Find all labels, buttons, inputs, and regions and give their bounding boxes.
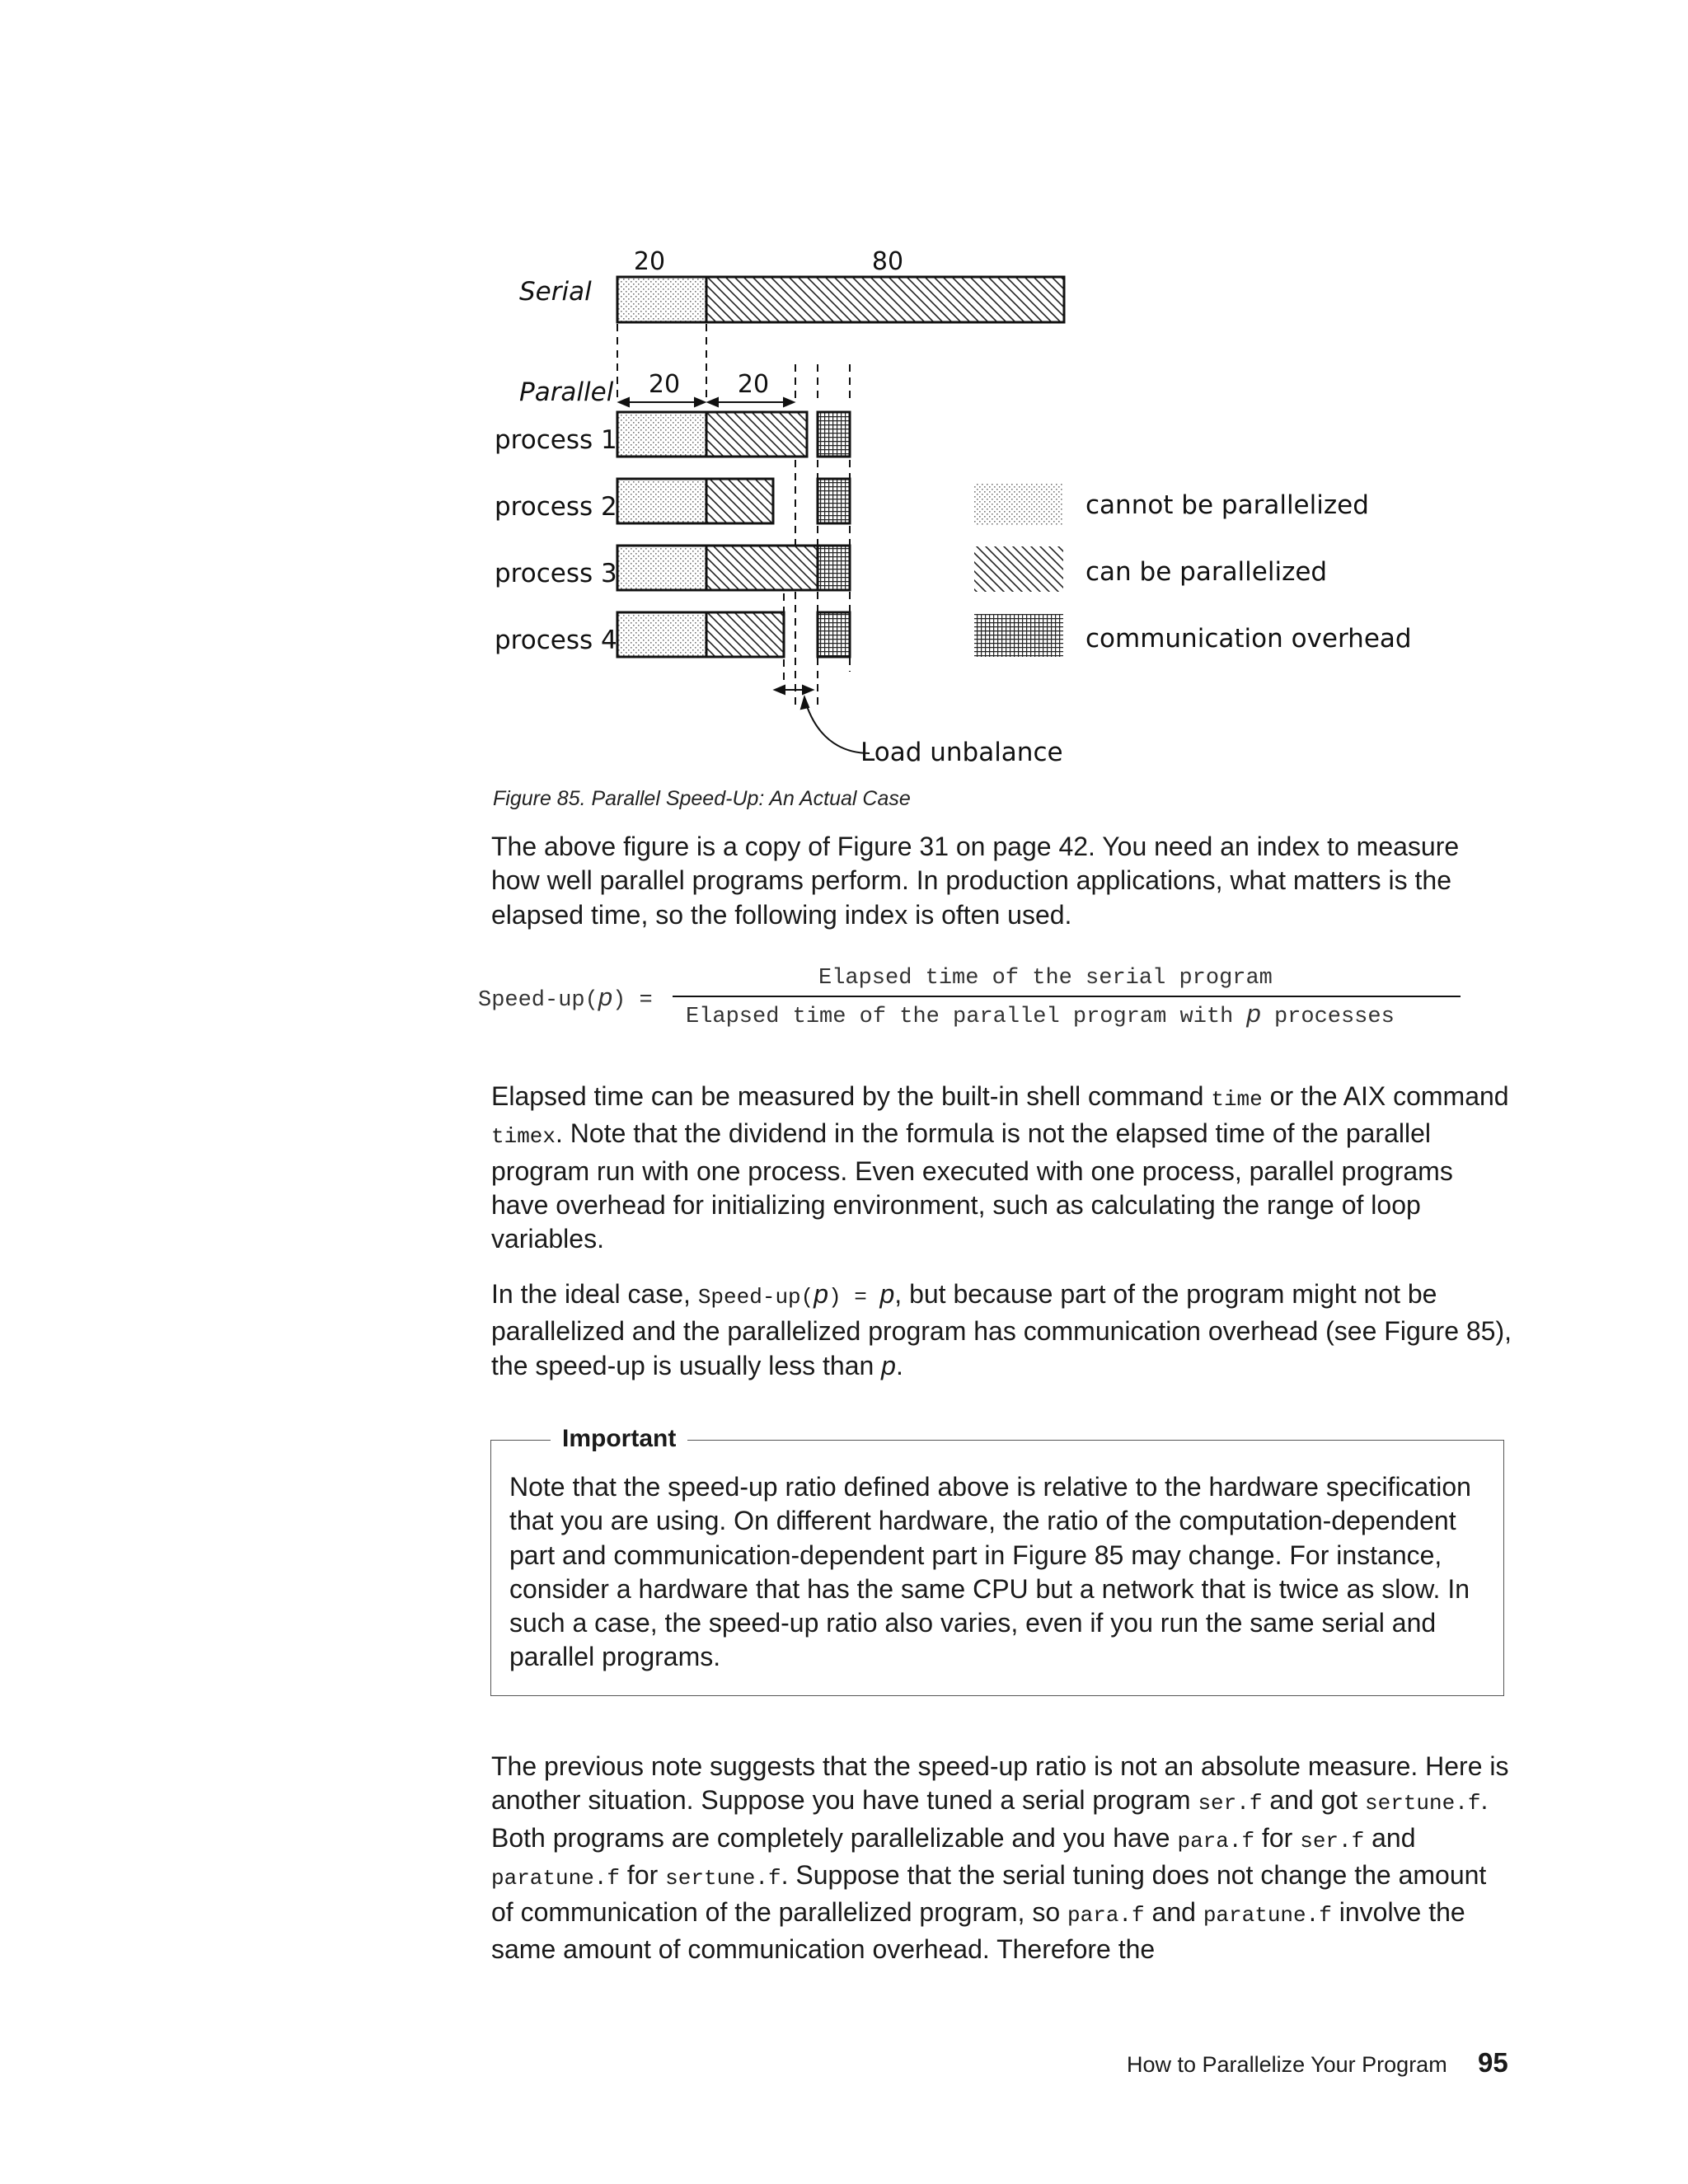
- process-2-parallel: [706, 479, 773, 523]
- parallel-speedup-figure: [462, 231, 1451, 791]
- process-1-communication: [818, 412, 850, 457]
- footer-chapter-title: How to Parallelize Your Program: [1127, 2052, 1447, 2077]
- legend-swatch-nonparallel: [974, 484, 1063, 525]
- serial-label: Serial: [519, 277, 592, 307]
- process-2-nonparallel: [617, 479, 706, 523]
- process-4-parallel: [706, 612, 784, 657]
- speedup-formula: [478, 966, 1467, 1032]
- serial-bar-parallel: [706, 277, 1064, 322]
- serial-value-2: 80: [871, 247, 904, 276]
- process-1-label: process 1: [495, 425, 617, 455]
- legend-label-parallel: can be parallelized: [1085, 557, 1328, 587]
- legend-swatch-parallel: [974, 546, 1063, 592]
- figure-caption: Figure 85. Parallel Speed-Up: An Actual Case: [493, 787, 911, 810]
- process-2-label: process 2: [495, 492, 617, 522]
- formula-lhs: Speed-up(p) =: [478, 982, 653, 1013]
- formula-denominator: Elapsed time of the parallel program with p processes: [686, 999, 1395, 1029]
- process-3-nonparallel: [617, 546, 706, 590]
- process-4-communication: [818, 612, 850, 657]
- process-4-nonparallel: [617, 612, 706, 657]
- paragraph-4: The previous note suggests that the speed-up ratio is not an absolute measure. Here is another situation. Suppose you have tuned a serial program ser.f and got sertune.f. Both programs are completely parallelizable and you have para.f for ser.f and paratune.f for sertune.f. Suppose that the serial tuning does not change the amount of communication of the parallelized program, so para.f and paratune.f involve the same amount of communication overhead. Therefore the: [491, 1751, 1509, 1965]
- formula-fraction-bar: [673, 996, 1461, 997]
- legend-label-nonparallel: cannot be parallelized: [1085, 490, 1369, 520]
- legend-label-communication: communication overhead: [1085, 624, 1412, 654]
- process-3-communication: [818, 546, 850, 590]
- paragraph-2: Elapsed time can be measured by the built-in shell command time or the AIX command timex. Note that the dividend in the formula is not the elapsed time of the parallel program run with one process. Even executed with one process, parallel programs have overhead for initializing environment, such as calculating the range of loop variables.: [491, 1081, 1509, 1254]
- formula-numerator: Elapsed time of the serial program: [818, 966, 1273, 991]
- load-unbalance-arrow: [775, 686, 870, 753]
- parallel-value-1: 20: [648, 370, 681, 399]
- load-unbalance-label: Load unbalance: [860, 738, 1063, 767]
- process-1-parallel: [706, 412, 807, 457]
- paragraph-3: In the ideal case, Speed-up(p) = p, but because part of the program might not be parallelized and the parallelized program has communication overhead (see Figure 85), the speed-up is usually less than p.: [491, 1279, 1512, 1380]
- page-number: 95: [1478, 2047, 1508, 2078]
- parallel-label: Parallel: [519, 377, 614, 407]
- process-4-label: process 4: [495, 626, 617, 655]
- serial-bar-nonparallel: [617, 277, 706, 322]
- paragraph-1: The above figure is a copy of Figure 31 on page 42. You need an index to measure how well parallel programs perform. In production applications, what matters is the elapsed time, so the following index is often used.: [491, 832, 1460, 930]
- parallel-dimension-arrows: [619, 398, 794, 406]
- process-2-communication: [818, 479, 850, 523]
- important-text: Note that the speed-up ratio defined above is relative to the hardware specification that you are using. On different hardware, the ratio of the computation-dependent part and communication-dependent part in Figure 85 may change. For instance, consider a hardware that has the same CPU but a network that is twice as slow. In such a case, the speed-up ratio also varies, even if you run the same serial and parallel programs.: [509, 1472, 1471, 1672]
- legend-swatch-communication: [974, 614, 1063, 657]
- parallel-value-2: 20: [737, 370, 770, 399]
- process-3-label: process 3: [495, 559, 617, 588]
- process-3-parallel: [706, 546, 818, 590]
- process-1-nonparallel: [617, 412, 706, 457]
- important-title: Important: [551, 1425, 687, 1453]
- serial-value-1: 20: [633, 247, 666, 276]
